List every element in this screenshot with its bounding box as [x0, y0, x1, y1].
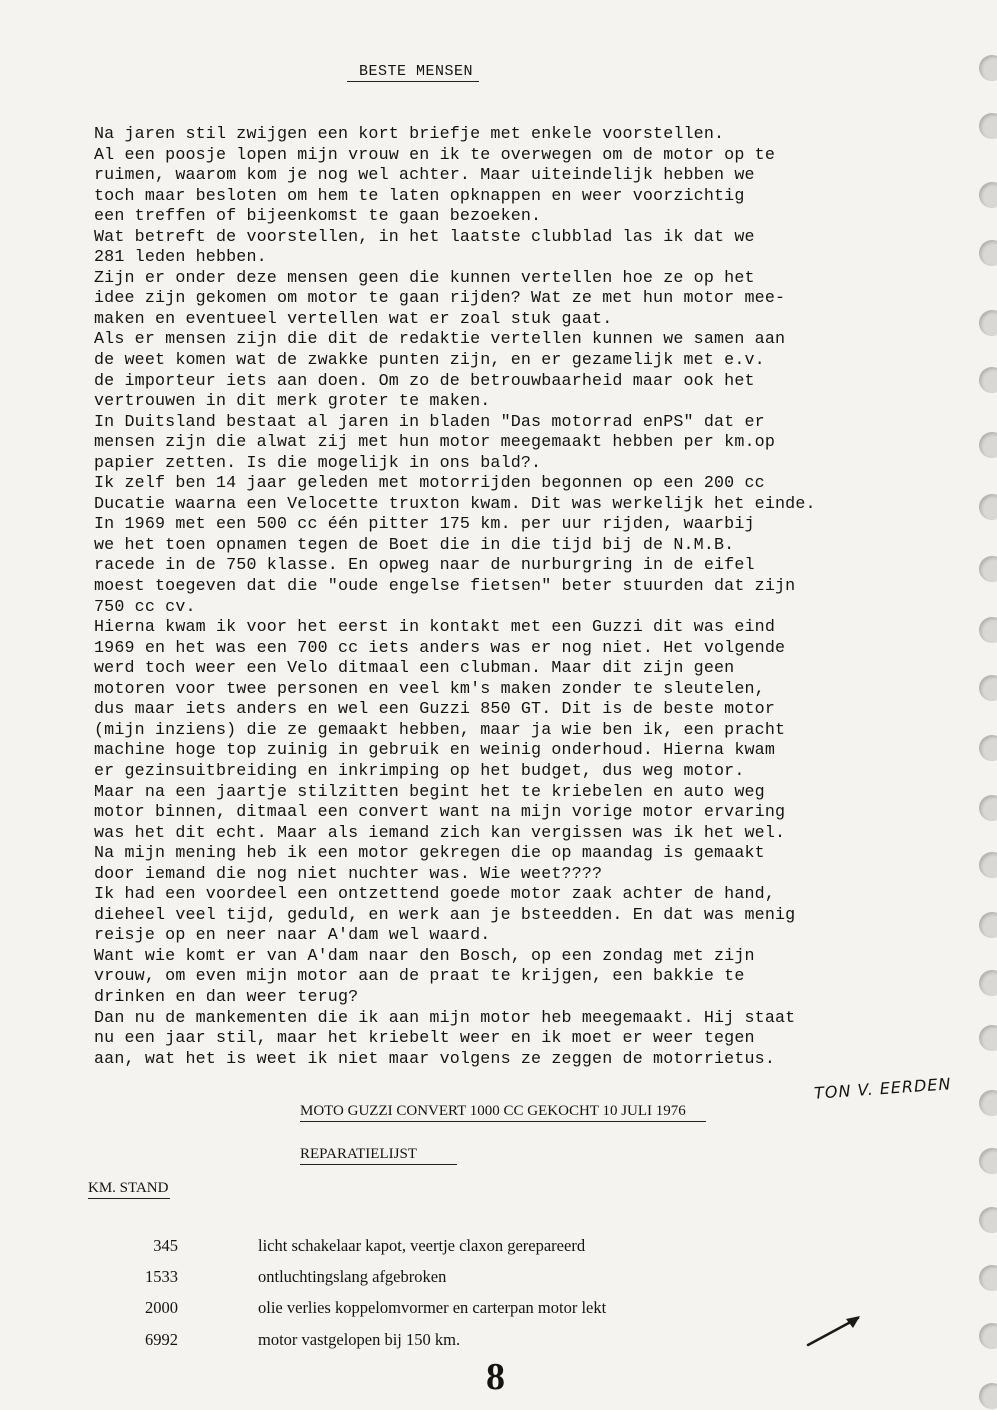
body-line: machine hoge top zuinig in gebruik en weinig onderhoud. Hierna kwam [94, 741, 775, 761]
body-line: we het toen opnamen tegen de Boet die in die tijd bij de N.M.B. [94, 535, 735, 555]
binder-hole [979, 1148, 997, 1174]
body-line: de importeur iets aan doen. Om zo de betrouwbaarheid maar ook het [94, 371, 755, 391]
repair-km: 345 [153, 1236, 178, 1255]
body-line: er gezinsuitbreiding en inkrimping op het budget, dus weg motor. [94, 761, 745, 781]
binder-hole [979, 556, 997, 582]
body-line: 1969 en het was een 700 cc iets anders was er nog niet. Het volgende [94, 638, 786, 658]
body-line: toch maar besloten om hem te laten opknappen en weer voorzichtig [94, 186, 745, 206]
binder-hole [979, 1025, 997, 1051]
body-line: was het dit echt. Maar als iemand zich kan vergissen was ik het wel. [94, 823, 786, 843]
binder-hole [979, 240, 997, 266]
repair-description: motor vastgelopen bij 150 km. [258, 1330, 461, 1349]
body-line: racede in de 750 klasse. En opweg naar de nurburgring in de eifel [94, 556, 755, 576]
binder-hole [979, 970, 997, 996]
body-line: vertrouwen in dit merk groter te maken. [94, 392, 491, 412]
body-line: door iemand die nog niet nuchter was. Wie weet???? [94, 864, 603, 884]
repair-km: 2000 [145, 1298, 178, 1317]
body-line: In 1969 met een 500 cc één pitter 175 km. per uur rijden, waarbij [94, 515, 755, 535]
page-heading: BESTE MENSEN [347, 63, 479, 82]
body-line: aan, wat het is weet ik niet maar volgens ze zeggen de motorrietus. [94, 1049, 775, 1069]
body-line: Zijn er onder deze mensen geen die kunnen vertellen hoe ze op het [94, 268, 755, 288]
repair-description: olie verlies koppelomvormer en carterpan motor lekt [258, 1298, 607, 1317]
binder-hole [979, 735, 997, 761]
body-line: maken en eventueel vertellen wat er zoal stuk gaat. [94, 309, 613, 329]
repair-km: 6992 [145, 1330, 178, 1349]
binder-hole [979, 1323, 997, 1349]
binder-hole [979, 912, 997, 938]
repair-description: licht schakelaar kapot, veertje claxon gerepareerd [258, 1236, 586, 1255]
binder-hole [979, 432, 997, 458]
body-line: nu een jaar stil, maar het kriebelt weer en ik moet er weer tegen [94, 1029, 755, 1049]
body-line: dus maar iets anders en wel een Guzzi 850 GT. Dit is de beste motor [94, 700, 775, 720]
binder-hole [979, 1090, 997, 1116]
binder-hole [979, 1383, 997, 1409]
body-line: idee zijn gekomen om motor te gaan rijden? Wat ze met hun motor mee- [94, 289, 786, 309]
repair-km: 1533 [145, 1267, 178, 1286]
body-line: de weet komen wat de zwakke punten zijn, en er gezamelijk met e.v. [94, 351, 765, 371]
body-line: Na jaren stil zwijgen een kort briefje met enkele voorstellen. [94, 125, 725, 144]
body-line: Want wie komt er van A'dam naar den Bosch, op een zondag met zijn [94, 946, 755, 966]
binder-hole [979, 182, 997, 208]
body-line: 750 cc cv. [94, 597, 196, 617]
body-line: Ik zelf ben 14 jaar geleden met motorrijden begonnen op een 200 cc [94, 474, 765, 494]
repair-description: ontluchtingslang afgebroken [258, 1267, 447, 1286]
binder-hole [979, 617, 997, 643]
km-column-header: KM. STAND [88, 1180, 170, 1199]
body-line: Dan nu de mankementen die ik aan mijn motor heb meegemaakt. Hij staat [94, 1008, 796, 1028]
binder-hole [979, 113, 997, 139]
body-line: papier zetten. Is die mogelijk in ons bald?. [94, 453, 542, 473]
arrow-icon [804, 1313, 864, 1349]
binder-hole [979, 494, 997, 520]
body-line: 281 leden hebben. [94, 248, 267, 268]
body-line: Wat betreft de voorstellen, in het laatste clubblad las ik dat we [94, 227, 755, 247]
binder-hole [979, 310, 997, 336]
body-line: Na mijn mening heb ik een motor gekregen die op maandag is gemaakt [94, 844, 765, 864]
body-line: drinken en dan weer terug? [94, 987, 359, 1007]
purchase-title: MOTO GUZZI CONVERT 1000 CC GEKOCHT 10 JULI 1976 [300, 1103, 706, 1122]
body-line: In Duitsland bestaat al jaren in bladen "Das motorrad enPS" dat er [94, 412, 765, 432]
body-line: vrouw, om even mijn motor aan de praat te krijgen, een bakkie te [94, 967, 745, 987]
body-line: Ik had een voordeel een ontzettend goede motor zaak achter de hand, [94, 885, 775, 905]
binder-hole [979, 1265, 997, 1291]
binder-hole [979, 1207, 997, 1233]
body-line: Al een poosje lopen mijn vrouw en ik te overwegen om de motor op te [94, 145, 775, 165]
body-line: een treffen of bijeenkomst te gaan bezoeken. [94, 207, 542, 227]
binder-hole [979, 367, 997, 393]
body-line: motoren voor twee personen en veel km's maken zonder te sleutelen, [94, 679, 765, 699]
letter-body [94, 125, 974, 1070]
body-line: Ducatie waarna een Velocette truxton kwam. Dit was werkelijk het einde. [94, 494, 816, 514]
body-line: Maar na een jaartje stilzitten begint het te kriebelen en auto weg [94, 782, 765, 802]
body-line: Als er mensen zijn die dit de redaktie vertellen kunnen we samen aan [94, 330, 786, 350]
binder-hole [979, 795, 997, 821]
body-line: ruimen, waarom kom je nog wel achter. Maar uiteindelijk hebben we [94, 166, 755, 186]
body-line: moest toegeven dat die "oude engelse fietsen" beter stuurden dat zijn [94, 577, 796, 597]
binder-hole [979, 55, 997, 81]
body-line: reisje op en neer naar A'dam wel waard. [94, 926, 491, 946]
page-number: 8 [486, 1356, 505, 1398]
binder-hole [979, 852, 997, 878]
repair-list-title: REPARATIELIJST [300, 1146, 457, 1165]
body-line: werd toch weer een Velo ditmaal een clubman. Maar dit zijn geen [94, 659, 735, 679]
body-line: motor binnen, ditmaal een convert want na mijn vorige motor ervaring [94, 803, 786, 823]
body-line: Hierna kwam ik voor het eerst in kontakt met een Guzzi dit was eind [94, 618, 775, 638]
binder-hole [979, 675, 997, 701]
signature: TON V. EERDEN [813, 1074, 952, 1103]
body-line: mensen zijn die alwat zij met hun motor meegemaakt hebben per km.op [94, 433, 775, 453]
body-line: dieheel veel tijd, geduld, en werk aan je bsteedden. En dat was menig [94, 905, 796, 925]
body-line: (mijn inziens) die ze gemaakt hebben, maar ja wie ben ik, een pracht [94, 720, 786, 740]
